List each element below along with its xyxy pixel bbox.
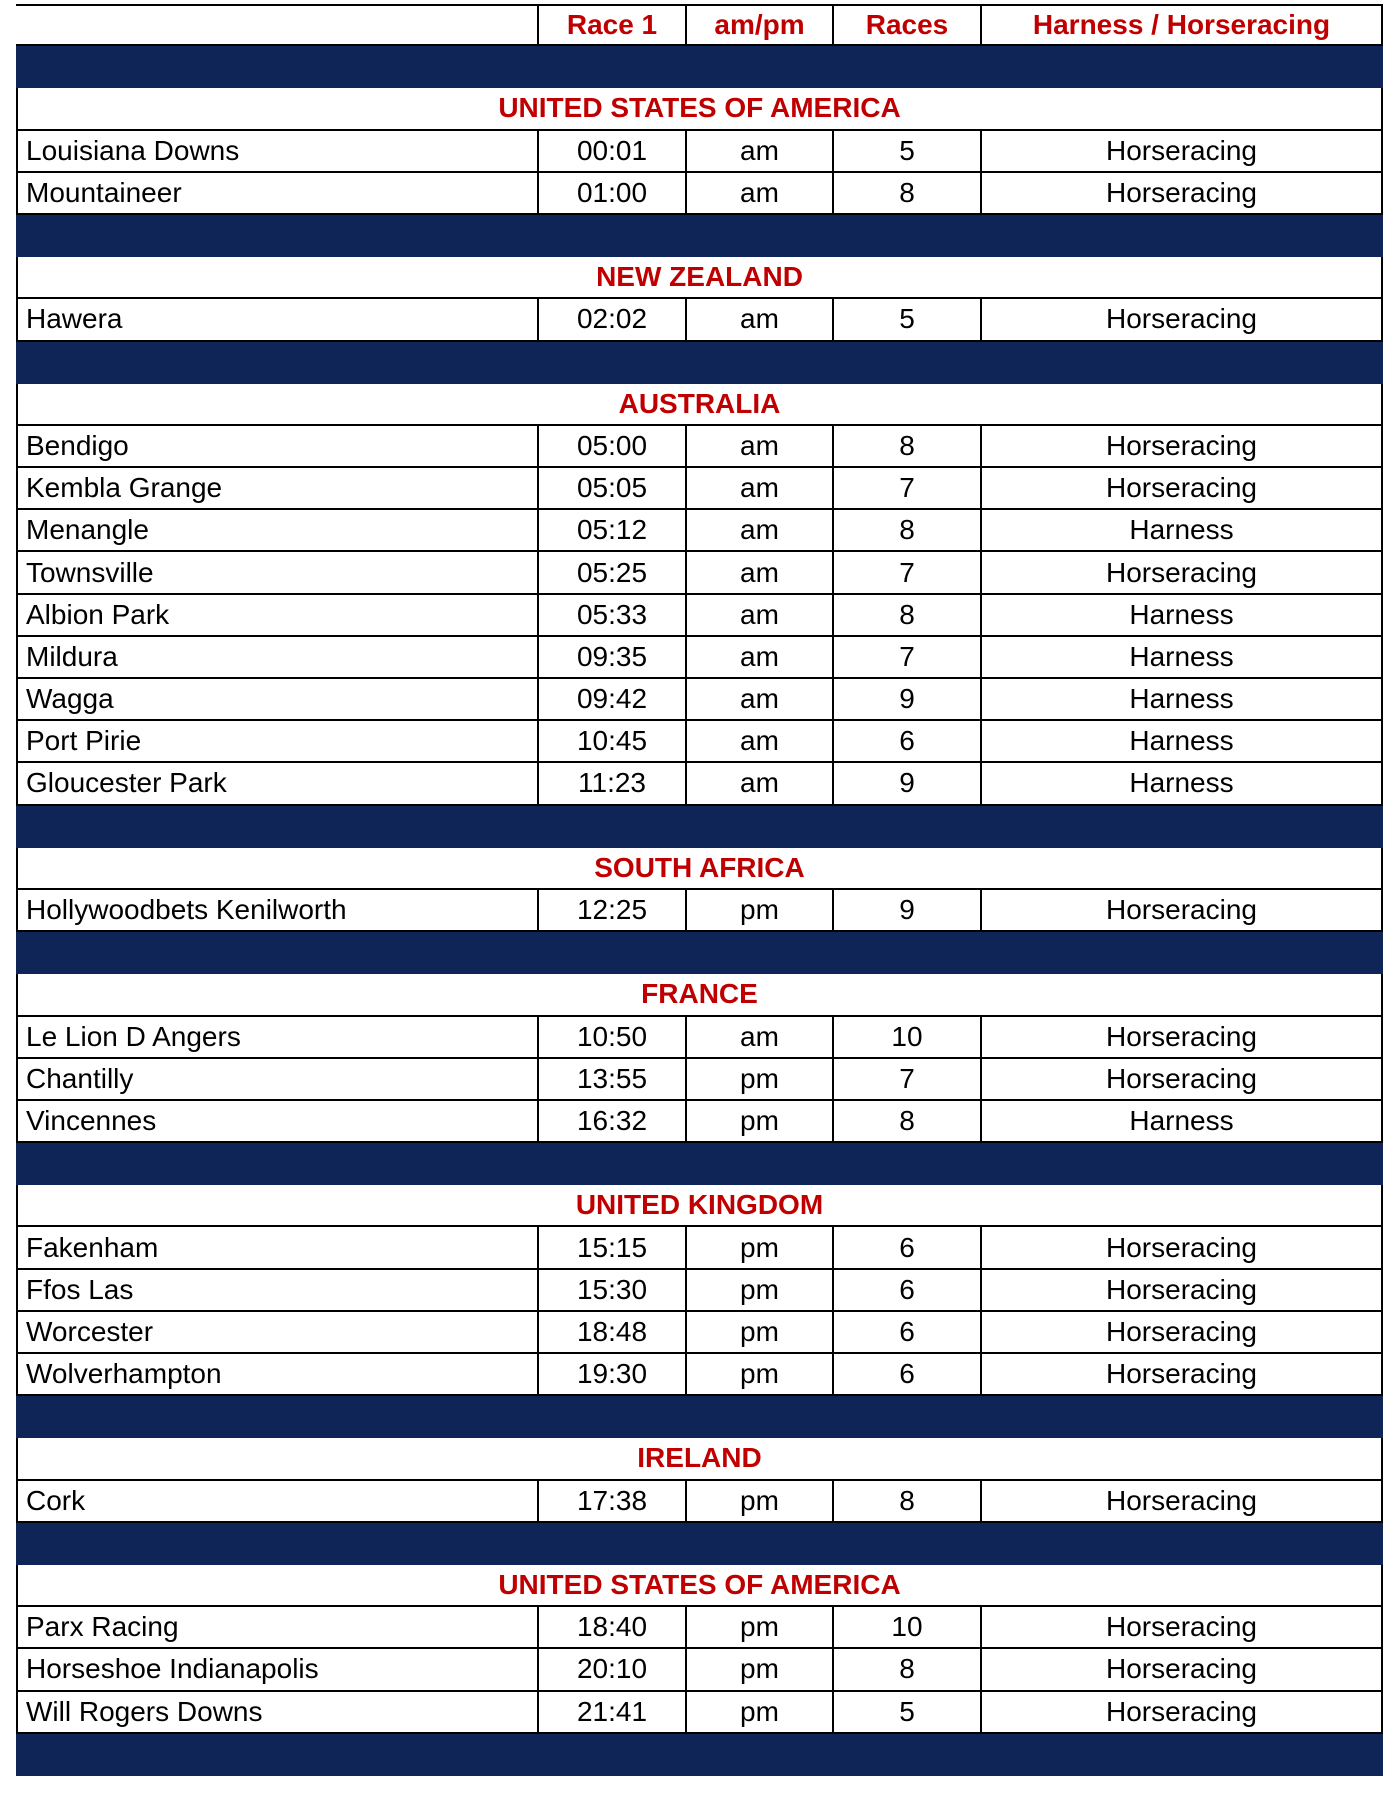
country-heading: UNITED KINGDOM [16, 1185, 1383, 1227]
race-type: Harness [980, 721, 1383, 761]
first-race-time: 17:38 [537, 1481, 685, 1521]
track-name: Chantilly [16, 1059, 537, 1099]
track-name: Kembla Grange [16, 468, 537, 508]
race-count: 10 [832, 1017, 980, 1057]
track-name: Gloucester Park [16, 763, 537, 803]
race-type: Horseracing [980, 1649, 1383, 1689]
race-type: Horseracing [980, 131, 1383, 171]
am-pm: am [685, 552, 832, 592]
section-divider-band [16, 342, 1383, 384]
table-row [16, 131, 1383, 173]
race-type: Horseracing [980, 1481, 1383, 1521]
race-count: 8 [832, 426, 980, 466]
track-name: Hollywoodbets Kenilworth [16, 890, 537, 930]
am-pm: am [685, 510, 832, 550]
first-race-time: 05:33 [537, 595, 685, 635]
race-count: 5 [832, 299, 980, 339]
track-name: Wolverhampton [16, 1354, 537, 1394]
race-count: 7 [832, 468, 980, 508]
first-race-time: 05:25 [537, 552, 685, 592]
am-pm: pm [685, 1227, 832, 1267]
section-divider-band [16, 1396, 1383, 1438]
first-race-time: 18:48 [537, 1312, 685, 1352]
race-count: 5 [832, 131, 980, 171]
table-row [16, 1101, 1383, 1143]
first-race-time: 21:41 [537, 1692, 685, 1732]
first-race-time: 02:02 [537, 299, 685, 339]
am-pm: am [685, 679, 832, 719]
track-name: Fakenham [16, 1227, 537, 1267]
track-name: Townsville [16, 552, 537, 592]
first-race-time: 12:25 [537, 890, 685, 930]
table-row [16, 1481, 1383, 1523]
track-name: Ffos Las [16, 1270, 537, 1310]
first-race-time: 15:30 [537, 1270, 685, 1310]
am-pm: am [685, 299, 832, 339]
am-pm: am [685, 131, 832, 171]
am-pm: pm [685, 1270, 832, 1310]
race-type: Horseracing [980, 1227, 1383, 1267]
race-type: Harness [980, 679, 1383, 719]
am-pm: pm [685, 1607, 832, 1647]
section-divider-band [16, 932, 1383, 974]
table-row [16, 468, 1383, 510]
race-count: 6 [832, 1312, 980, 1352]
race-count: 9 [832, 763, 980, 803]
table-row [16, 1692, 1383, 1734]
track-name: Wagga [16, 679, 537, 719]
race-count: 8 [832, 510, 980, 550]
race-count: 9 [832, 679, 980, 719]
race-schedule-table [16, 4, 1383, 1776]
first-race-time: 11:23 [537, 763, 685, 803]
first-race-time: 20:10 [537, 1649, 685, 1689]
track-name: Le Lion D Angers [16, 1017, 537, 1057]
race-type: Harness [980, 637, 1383, 677]
am-pm: am [685, 595, 832, 635]
table-row [16, 299, 1383, 341]
country-heading: UNITED STATES OF AMERICA [16, 1565, 1383, 1607]
race-count: 8 [832, 1101, 980, 1141]
section-divider-band [16, 215, 1383, 257]
country-heading: SOUTH AFRICA [16, 848, 1383, 890]
country-heading: UNITED STATES OF AMERICA [16, 88, 1383, 130]
race-type: Horseracing [980, 1354, 1383, 1394]
table-row [16, 763, 1383, 805]
country-heading: NEW ZEALAND [16, 257, 1383, 299]
am-pm: pm [685, 890, 832, 930]
race-count: 6 [832, 1227, 980, 1267]
race-type: Horseracing [980, 426, 1383, 466]
race-type: Horseracing [980, 1059, 1383, 1099]
header-ampm: am/pm [685, 4, 832, 44]
race-type: Horseracing [980, 1312, 1383, 1352]
race-count: 9 [832, 890, 980, 930]
am-pm: am [685, 637, 832, 677]
first-race-time: 13:55 [537, 1059, 685, 1099]
race-type: Horseracing [980, 468, 1383, 508]
am-pm: pm [685, 1312, 832, 1352]
country-heading: FRANCE [16, 974, 1383, 1016]
race-count: 6 [832, 1354, 980, 1394]
race-type: Horseracing [980, 299, 1383, 339]
table-row [16, 1270, 1383, 1312]
track-name: Port Pirie [16, 721, 537, 761]
table-row [16, 426, 1383, 468]
table-row [16, 552, 1383, 594]
country-heading: IRELAND [16, 1438, 1383, 1480]
table-row [16, 1059, 1383, 1101]
header-row [16, 4, 1383, 46]
track-name: Mountaineer [16, 173, 537, 213]
section-divider-band [16, 1523, 1383, 1565]
am-pm: pm [685, 1649, 832, 1689]
race-type: Horseracing [980, 1270, 1383, 1310]
track-name: Bendigo [16, 426, 537, 466]
race-type: Harness [980, 595, 1383, 635]
race-type: Horseracing [980, 1607, 1383, 1647]
race-type: Horseracing [980, 552, 1383, 592]
first-race-time: 16:32 [537, 1101, 685, 1141]
race-type: Harness [980, 510, 1383, 550]
race-count: 7 [832, 1059, 980, 1099]
am-pm: am [685, 173, 832, 213]
track-name: Horseshoe Indianapolis [16, 1649, 537, 1689]
table-row [16, 890, 1383, 932]
section-divider-band [16, 806, 1383, 848]
table-row [16, 510, 1383, 552]
first-race-time: 00:01 [537, 131, 685, 171]
table-row [16, 1607, 1383, 1649]
race-type: Horseracing [980, 890, 1383, 930]
am-pm: am [685, 763, 832, 803]
am-pm: pm [685, 1481, 832, 1521]
first-race-time: 09:35 [537, 637, 685, 677]
race-type: Horseracing [980, 173, 1383, 213]
first-race-time: 19:30 [537, 1354, 685, 1394]
first-race-time: 05:05 [537, 468, 685, 508]
am-pm: pm [685, 1354, 832, 1394]
track-name: Menangle [16, 510, 537, 550]
race-count: 10 [832, 1607, 980, 1647]
track-name: Parx Racing [16, 1607, 537, 1647]
header-race1: Race 1 [537, 4, 685, 44]
section-divider-band [16, 46, 1383, 88]
am-pm: pm [685, 1101, 832, 1141]
am-pm: pm [685, 1692, 832, 1732]
track-name: Will Rogers Downs [16, 1692, 537, 1732]
table-row [16, 1312, 1383, 1354]
table-body [16, 46, 1383, 1776]
am-pm: pm [685, 1059, 832, 1099]
section-divider-band [16, 1734, 1383, 1776]
track-name: Cork [16, 1481, 537, 1521]
race-count: 6 [832, 1270, 980, 1310]
table-row [16, 1649, 1383, 1691]
table-row [16, 637, 1383, 679]
table-row [16, 1227, 1383, 1269]
section-divider-band [16, 1143, 1383, 1185]
race-type: Horseracing [980, 1692, 1383, 1732]
first-race-time: 05:12 [537, 510, 685, 550]
first-race-time: 05:00 [537, 426, 685, 466]
table-row [16, 595, 1383, 637]
country-heading: AUSTRALIA [16, 384, 1383, 426]
am-pm: am [685, 468, 832, 508]
table-row [16, 721, 1383, 763]
am-pm: am [685, 721, 832, 761]
track-name: Albion Park [16, 595, 537, 635]
race-count: 8 [832, 1649, 980, 1689]
first-race-time: 15:15 [537, 1227, 685, 1267]
table-row [16, 1354, 1383, 1396]
track-name: Louisiana Downs [16, 131, 537, 171]
table-row [16, 173, 1383, 215]
first-race-time: 01:00 [537, 173, 685, 213]
track-name: Vincennes [16, 1101, 537, 1141]
track-name: Mildura [16, 637, 537, 677]
race-count: 8 [832, 595, 980, 635]
first-race-time: 09:42 [537, 679, 685, 719]
race-count: 8 [832, 173, 980, 213]
header-races: Races [832, 4, 980, 44]
race-count: 7 [832, 552, 980, 592]
race-type: Horseracing [980, 1017, 1383, 1057]
table-row [16, 679, 1383, 721]
header-track-blank [16, 4, 537, 44]
am-pm: am [685, 426, 832, 466]
race-type: Harness [980, 763, 1383, 803]
race-type: Harness [980, 1101, 1383, 1141]
am-pm: am [685, 1017, 832, 1057]
first-race-time: 18:40 [537, 1607, 685, 1647]
track-name: Worcester [16, 1312, 537, 1352]
race-count: 6 [832, 721, 980, 761]
race-count: 5 [832, 1692, 980, 1732]
track-name: Hawera [16, 299, 537, 339]
first-race-time: 10:50 [537, 1017, 685, 1057]
header-type: Harness / Horseracing [980, 4, 1383, 44]
race-count: 7 [832, 637, 980, 677]
race-count: 8 [832, 1481, 980, 1521]
first-race-time: 10:45 [537, 721, 685, 761]
table-row [16, 1017, 1383, 1059]
